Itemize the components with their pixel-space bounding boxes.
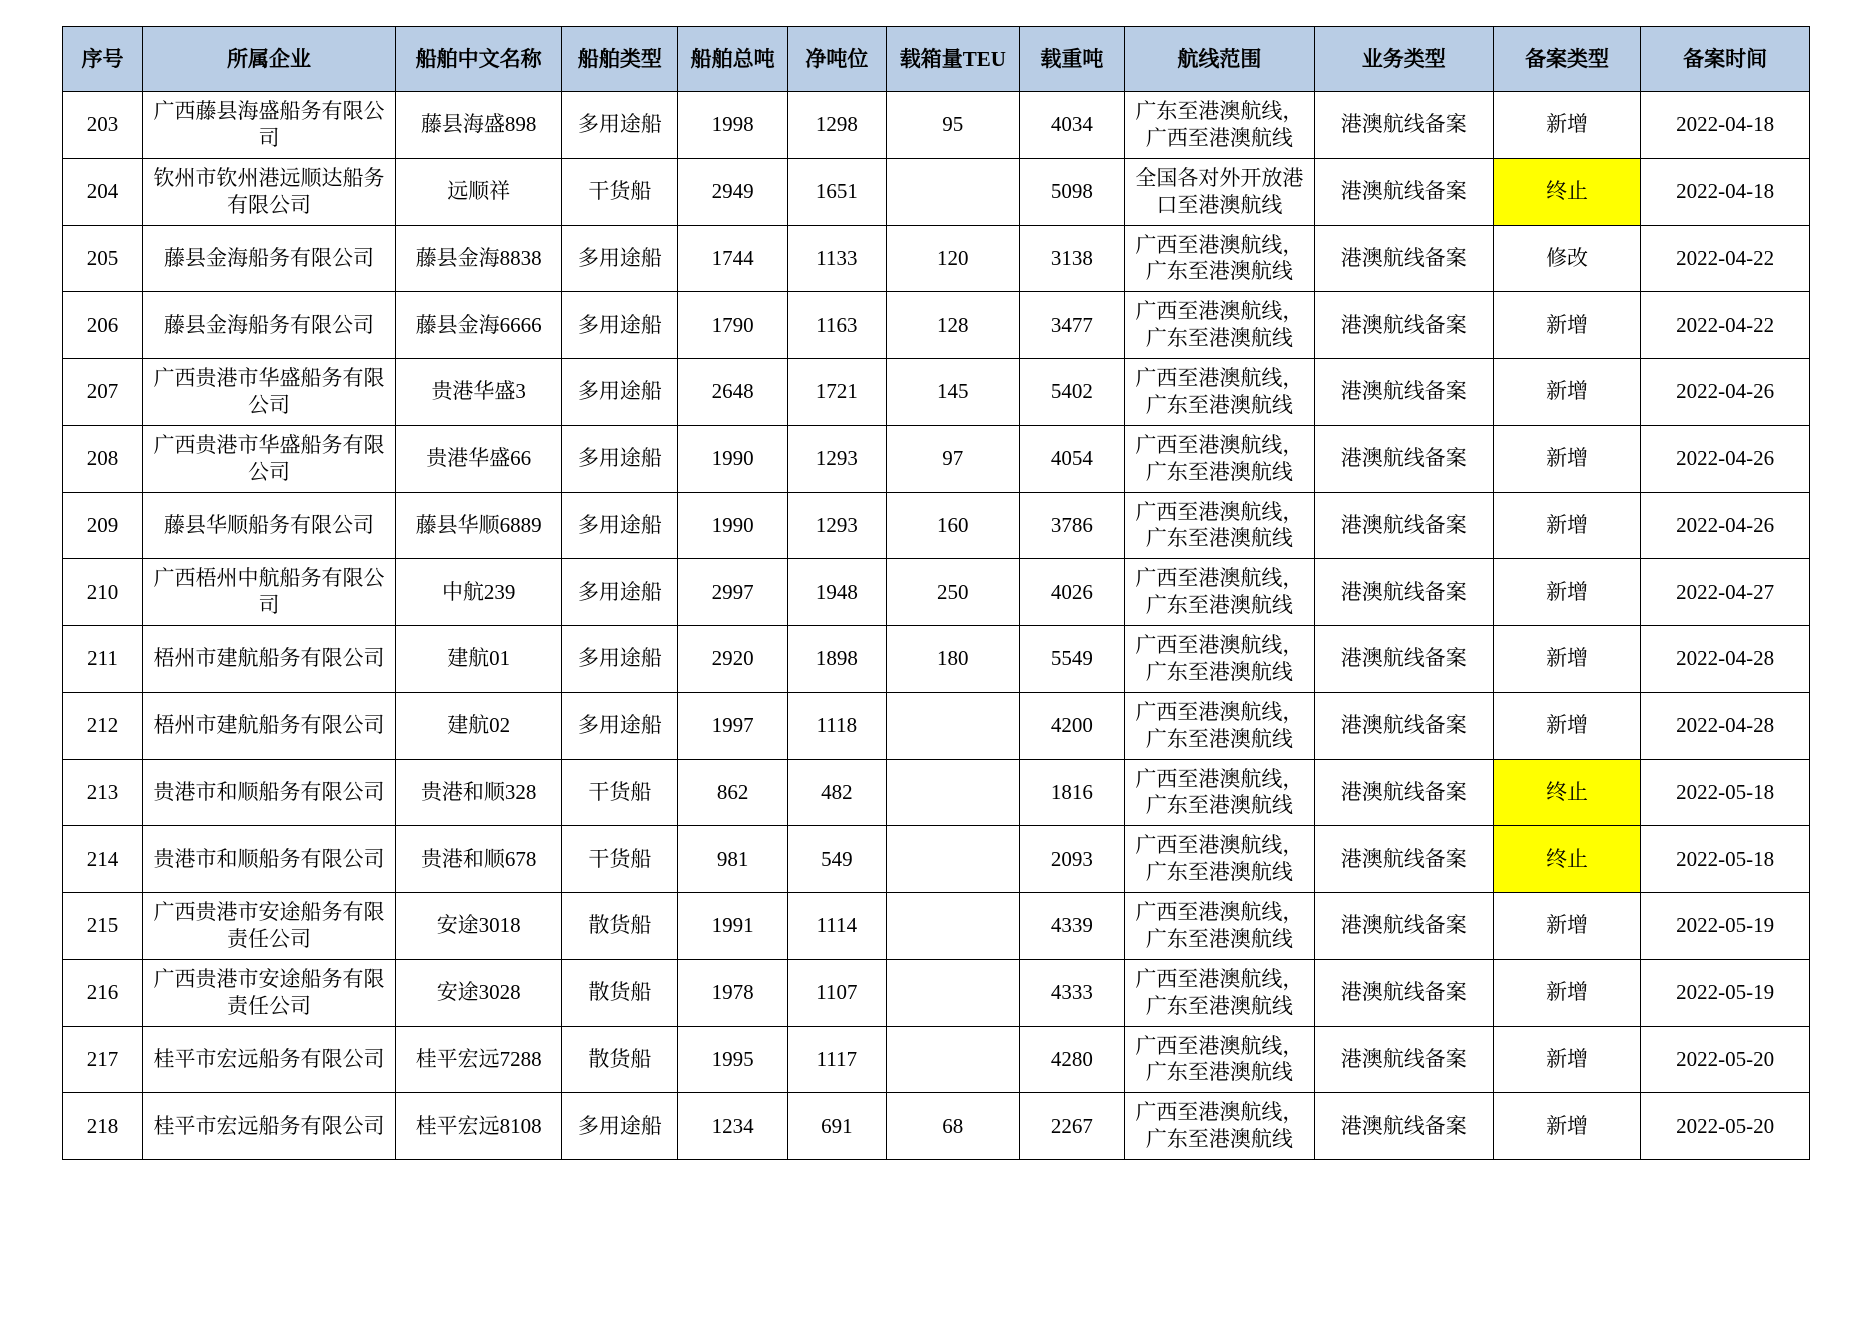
cell-ship-name: 藤县海盛898 — [395, 92, 561, 159]
cell-gross-tonnage: 981 — [678, 826, 788, 893]
cell-net-tonnage: 1107 — [787, 959, 886, 1026]
cell-ship-name: 安途3028 — [395, 959, 561, 1026]
cell-deadweight: 2093 — [1019, 826, 1124, 893]
cell-ship-type: 多用途船 — [562, 425, 678, 492]
cell-company: 广西梧州中航船务有限公司 — [143, 559, 396, 626]
cell-net-tonnage: 1293 — [787, 492, 886, 559]
cell-seq: 210 — [63, 559, 143, 626]
cell-file-type: 新增 — [1493, 1093, 1641, 1160]
cell-business-type: 港澳航线备案 — [1314, 692, 1493, 759]
cell-file-date: 2022-04-18 — [1641, 158, 1810, 225]
cell-company: 钦州市钦州港远顺达船务有限公司 — [143, 158, 396, 225]
cell-business-type: 港澳航线备案 — [1314, 1093, 1493, 1160]
cell-gross-tonnage: 1790 — [678, 292, 788, 359]
cell-file-date: 2022-05-19 — [1641, 959, 1810, 1026]
cell-ship-name: 安途3018 — [395, 893, 561, 960]
cell-ship-type: 干货船 — [562, 759, 678, 826]
column-header-company: 所属企业 — [143, 27, 396, 92]
cell-route: 广西至港澳航线，广东至港澳航线 — [1125, 692, 1315, 759]
cell-gross-tonnage: 2997 — [678, 559, 788, 626]
cell-file-date: 2022-04-22 — [1641, 292, 1810, 359]
column-header-file-date: 备案时间 — [1641, 27, 1810, 92]
cell-file-type: 新增 — [1493, 893, 1641, 960]
cell-business-type: 港澳航线备案 — [1314, 626, 1493, 693]
table-row — [63, 692, 1810, 759]
cell-file-type: 新增 — [1493, 559, 1641, 626]
cell-ship-type: 干货船 — [562, 826, 678, 893]
cell-deadweight: 4333 — [1019, 959, 1124, 1026]
cell-gross-tonnage: 1978 — [678, 959, 788, 1026]
cell-company: 桂平市宏远船务有限公司 — [143, 1026, 396, 1093]
cell-business-type: 港澳航线备案 — [1314, 759, 1493, 826]
cell-seq: 214 — [63, 826, 143, 893]
cell-net-tonnage: 1163 — [787, 292, 886, 359]
cell-file-date: 2022-04-26 — [1641, 425, 1810, 492]
cell-ship-type: 多用途船 — [562, 92, 678, 159]
cell-seq: 204 — [63, 158, 143, 225]
cell-ship-name: 桂平宏远7288 — [395, 1026, 561, 1093]
cell-deadweight: 4280 — [1019, 1026, 1124, 1093]
cell-deadweight: 4054 — [1019, 425, 1124, 492]
cell-teu — [886, 893, 1019, 960]
cell-deadweight: 4034 — [1019, 92, 1124, 159]
cell-ship-type: 多用途船 — [562, 559, 678, 626]
cell-deadweight: 5549 — [1019, 626, 1124, 693]
cell-business-type: 港澳航线备案 — [1314, 959, 1493, 1026]
cell-company: 藤县华顺船务有限公司 — [143, 492, 396, 559]
cell-file-date: 2022-04-26 — [1641, 359, 1810, 426]
cell-file-type: 新增 — [1493, 692, 1641, 759]
table-row — [63, 92, 1810, 159]
cell-route: 广西至港澳航线，广东至港澳航线 — [1125, 225, 1315, 292]
cell-business-type: 港澳航线备案 — [1314, 559, 1493, 626]
cell-company: 广西贵港市安途船务有限责任公司 — [143, 893, 396, 960]
cell-ship-name: 远顺祥 — [395, 158, 561, 225]
cell-seq: 217 — [63, 1026, 143, 1093]
cell-gross-tonnage: 2920 — [678, 626, 788, 693]
cell-net-tonnage: 1298 — [787, 92, 886, 159]
cell-deadweight: 4026 — [1019, 559, 1124, 626]
cell-teu: 180 — [886, 626, 1019, 693]
cell-business-type: 港澳航线备案 — [1314, 425, 1493, 492]
cell-deadweight: 2267 — [1019, 1093, 1124, 1160]
cell-teu: 128 — [886, 292, 1019, 359]
cell-ship-type: 多用途船 — [562, 292, 678, 359]
cell-file-date: 2022-05-19 — [1641, 893, 1810, 960]
cell-ship-name: 中航239 — [395, 559, 561, 626]
cell-company: 藤县金海船务有限公司 — [143, 225, 396, 292]
cell-deadweight: 4200 — [1019, 692, 1124, 759]
column-header-ship-type: 船舶类型 — [562, 27, 678, 92]
cell-file-type: 新增 — [1493, 1026, 1641, 1093]
cell-file-date: 2022-04-27 — [1641, 559, 1810, 626]
column-header-gross-tonnage: 船舶总吨 — [678, 27, 788, 92]
cell-file-type: 终止 — [1493, 826, 1641, 893]
table-row — [63, 626, 1810, 693]
cell-gross-tonnage: 1991 — [678, 893, 788, 960]
cell-seq: 203 — [63, 92, 143, 159]
cell-seq: 212 — [63, 692, 143, 759]
cell-file-type: 新增 — [1493, 626, 1641, 693]
cell-business-type: 港澳航线备案 — [1314, 225, 1493, 292]
cell-file-type: 新增 — [1493, 292, 1641, 359]
cell-route: 全国各对外开放港口至港澳航线 — [1125, 158, 1315, 225]
table-row — [63, 1026, 1810, 1093]
cell-net-tonnage: 1948 — [787, 559, 886, 626]
cell-company: 广西藤县海盛船务有限公司 — [143, 92, 396, 159]
cell-file-type: 修改 — [1493, 225, 1641, 292]
cell-seq: 208 — [63, 425, 143, 492]
table-row — [63, 759, 1810, 826]
cell-route: 广西至港澳航线，广东至港澳航线 — [1125, 559, 1315, 626]
cell-ship-type: 散货船 — [562, 893, 678, 960]
cell-teu — [886, 158, 1019, 225]
cell-gross-tonnage: 862 — [678, 759, 788, 826]
cell-seq: 207 — [63, 359, 143, 426]
cell-ship-type: 干货船 — [562, 158, 678, 225]
cell-file-date: 2022-04-28 — [1641, 626, 1810, 693]
cell-route: 广西至港澳航线，广东至港澳航线 — [1125, 893, 1315, 960]
cell-business-type: 港澳航线备案 — [1314, 893, 1493, 960]
cell-teu — [886, 959, 1019, 1026]
table-row — [63, 225, 1810, 292]
column-header-business-type: 业务类型 — [1314, 27, 1493, 92]
column-header-ship-name: 船舶中文名称 — [395, 27, 561, 92]
cell-seq: 206 — [63, 292, 143, 359]
cell-ship-type: 多用途船 — [562, 1093, 678, 1160]
cell-business-type: 港澳航线备案 — [1314, 1026, 1493, 1093]
table-row — [63, 292, 1810, 359]
cell-teu — [886, 692, 1019, 759]
cell-route: 广西至港澳航线，广东至港澳航线 — [1125, 626, 1315, 693]
cell-company: 贵港市和顺船务有限公司 — [143, 759, 396, 826]
cell-seq: 216 — [63, 959, 143, 1026]
cell-gross-tonnage: 1998 — [678, 92, 788, 159]
column-header-net-tonnage: 净吨位 — [787, 27, 886, 92]
cell-file-date: 2022-05-18 — [1641, 826, 1810, 893]
cell-ship-name: 藤县金海6666 — [395, 292, 561, 359]
cell-deadweight: 4339 — [1019, 893, 1124, 960]
cell-teu: 160 — [886, 492, 1019, 559]
cell-net-tonnage: 1118 — [787, 692, 886, 759]
table-row — [63, 893, 1810, 960]
cell-file-type: 新增 — [1493, 359, 1641, 426]
cell-net-tonnage: 1133 — [787, 225, 886, 292]
cell-gross-tonnage: 2648 — [678, 359, 788, 426]
cell-company: 广西贵港市华盛船务有限公司 — [143, 359, 396, 426]
cell-ship-type: 散货船 — [562, 959, 678, 1026]
cell-route: 广西至港澳航线，广东至港澳航线 — [1125, 292, 1315, 359]
cell-route: 广西至港澳航线，广东至港澳航线 — [1125, 959, 1315, 1026]
cell-gross-tonnage: 1234 — [678, 1093, 788, 1160]
table-row — [63, 425, 1810, 492]
cell-route: 广东至港澳航线，广西至港澳航线 — [1125, 92, 1315, 159]
cell-file-date: 2022-05-18 — [1641, 759, 1810, 826]
cell-net-tonnage: 1114 — [787, 893, 886, 960]
cell-route: 广西至港澳航线，广东至港澳航线 — [1125, 1026, 1315, 1093]
cell-gross-tonnage: 2949 — [678, 158, 788, 225]
cell-teu: 97 — [886, 425, 1019, 492]
cell-file-type: 新增 — [1493, 492, 1641, 559]
column-header-seq: 序号 — [63, 27, 143, 92]
cell-deadweight: 3477 — [1019, 292, 1124, 359]
table-row — [63, 158, 1810, 225]
cell-gross-tonnage: 1997 — [678, 692, 788, 759]
cell-net-tonnage: 1651 — [787, 158, 886, 225]
cell-business-type: 港澳航线备案 — [1314, 359, 1493, 426]
cell-route: 广西至港澳航线，广东至港澳航线 — [1125, 359, 1315, 426]
cell-gross-tonnage: 1990 — [678, 425, 788, 492]
cell-teu: 145 — [886, 359, 1019, 426]
cell-teu: 120 — [886, 225, 1019, 292]
cell-ship-name: 贵港华盛66 — [395, 425, 561, 492]
cell-teu — [886, 826, 1019, 893]
cell-ship-name: 贵港和顺678 — [395, 826, 561, 893]
cell-deadweight: 1816 — [1019, 759, 1124, 826]
cell-teu: 250 — [886, 559, 1019, 626]
cell-business-type: 港澳航线备案 — [1314, 826, 1493, 893]
cell-deadweight: 3138 — [1019, 225, 1124, 292]
column-header-file-type: 备案类型 — [1493, 27, 1641, 92]
cell-net-tonnage: 1898 — [787, 626, 886, 693]
cell-ship-name: 藤县金海8838 — [395, 225, 561, 292]
cell-business-type: 港澳航线备案 — [1314, 92, 1493, 159]
column-header-route: 航线范围 — [1125, 27, 1315, 92]
cell-route: 广西至港澳航线，广东至港澳航线 — [1125, 425, 1315, 492]
cell-file-type: 新增 — [1493, 92, 1641, 159]
column-header-teu: 载箱量TEU — [886, 27, 1019, 92]
cell-business-type: 港澳航线备案 — [1314, 292, 1493, 359]
cell-ship-type: 多用途船 — [562, 225, 678, 292]
cell-file-date: 2022-04-28 — [1641, 692, 1810, 759]
cell-seq: 218 — [63, 1093, 143, 1160]
cell-business-type: 港澳航线备案 — [1314, 158, 1493, 225]
table-body — [63, 92, 1810, 1160]
cell-route: 广西至港澳航线，广东至港澳航线 — [1125, 759, 1315, 826]
table-row — [63, 492, 1810, 559]
cell-ship-name: 桂平宏远8108 — [395, 1093, 561, 1160]
cell-company: 藤县金海船务有限公司 — [143, 292, 396, 359]
cell-net-tonnage: 1293 — [787, 425, 886, 492]
cell-net-tonnage: 691 — [787, 1093, 886, 1160]
cell-ship-name: 建航02 — [395, 692, 561, 759]
cell-seq: 211 — [63, 626, 143, 693]
cell-file-type: 终止 — [1493, 158, 1641, 225]
cell-net-tonnage: 1721 — [787, 359, 886, 426]
cell-file-date: 2022-04-22 — [1641, 225, 1810, 292]
cell-seq: 215 — [63, 893, 143, 960]
cell-route: 广西至港澳航线，广东至港澳航线 — [1125, 826, 1315, 893]
cell-teu — [886, 759, 1019, 826]
cell-company: 梧州市建航船务有限公司 — [143, 692, 396, 759]
cell-net-tonnage: 482 — [787, 759, 886, 826]
cell-company: 贵港市和顺船务有限公司 — [143, 826, 396, 893]
cell-deadweight: 3786 — [1019, 492, 1124, 559]
cell-seq: 205 — [63, 225, 143, 292]
cell-file-date: 2022-05-20 — [1641, 1093, 1810, 1160]
cell-file-date: 2022-05-20 — [1641, 1026, 1810, 1093]
cell-file-type: 新增 — [1493, 425, 1641, 492]
cell-teu — [886, 1026, 1019, 1093]
cell-ship-name: 建航01 — [395, 626, 561, 693]
cell-ship-name: 藤县华顺6889 — [395, 492, 561, 559]
cell-gross-tonnage: 1995 — [678, 1026, 788, 1093]
cell-ship-type: 多用途船 — [562, 492, 678, 559]
cell-gross-tonnage: 1744 — [678, 225, 788, 292]
cell-seq: 209 — [63, 492, 143, 559]
table-row — [63, 1093, 1810, 1160]
cell-seq: 213 — [63, 759, 143, 826]
cell-ship-name: 贵港和顺328 — [395, 759, 561, 826]
cell-route: 广西至港澳航线，广东至港澳航线 — [1125, 492, 1315, 559]
cell-deadweight: 5402 — [1019, 359, 1124, 426]
cell-ship-type: 散货船 — [562, 1026, 678, 1093]
column-header-deadweight: 载重吨 — [1019, 27, 1124, 92]
table-header-row — [63, 27, 1810, 92]
cell-file-date: 2022-04-18 — [1641, 92, 1810, 159]
cell-ship-name: 贵港华盛3 — [395, 359, 561, 426]
cell-file-type: 新增 — [1493, 959, 1641, 1026]
cell-company: 广西贵港市华盛船务有限公司 — [143, 425, 396, 492]
cell-net-tonnage: 1117 — [787, 1026, 886, 1093]
table-row — [63, 359, 1810, 426]
cell-teu: 68 — [886, 1093, 1019, 1160]
cell-route: 广西至港澳航线，广东至港澳航线 — [1125, 1093, 1315, 1160]
cell-ship-type: 多用途船 — [562, 359, 678, 426]
ship-registration-table — [62, 26, 1810, 1160]
cell-business-type: 港澳航线备案 — [1314, 492, 1493, 559]
table-row — [63, 559, 1810, 626]
cell-file-date: 2022-04-26 — [1641, 492, 1810, 559]
cell-deadweight: 5098 — [1019, 158, 1124, 225]
cell-company: 广西贵港市安途船务有限责任公司 — [143, 959, 396, 1026]
table-row — [63, 826, 1810, 893]
table-row — [63, 959, 1810, 1026]
cell-company: 梧州市建航船务有限公司 — [143, 626, 396, 693]
cell-net-tonnage: 549 — [787, 826, 886, 893]
cell-company: 桂平市宏远船务有限公司 — [143, 1093, 396, 1160]
cell-ship-type: 多用途船 — [562, 692, 678, 759]
cell-teu: 95 — [886, 92, 1019, 159]
cell-file-type: 终止 — [1493, 759, 1641, 826]
cell-gross-tonnage: 1990 — [678, 492, 788, 559]
cell-ship-type: 多用途船 — [562, 626, 678, 693]
